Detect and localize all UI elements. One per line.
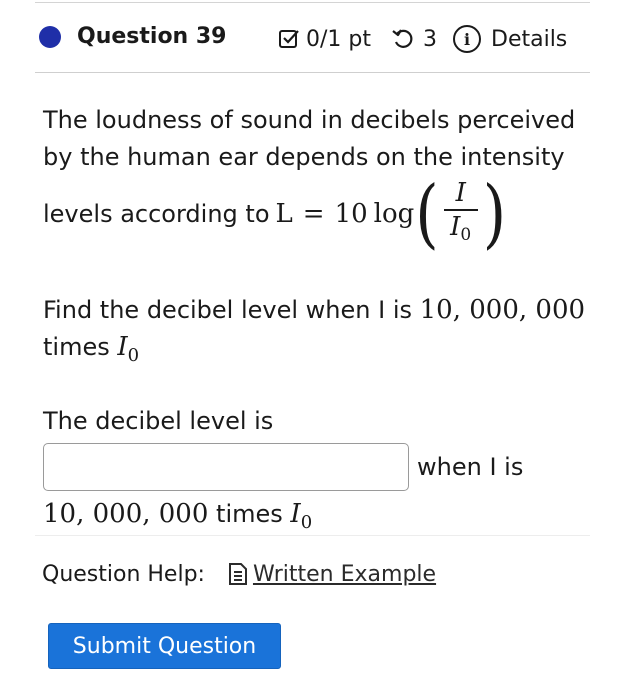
question-help <box>42 556 436 592</box>
question-title: Question 39 <box>77 24 227 49</box>
checkbox-icon <box>278 28 300 50</box>
question-intro <box>43 102 588 176</box>
formula-right-paren: ) <box>482 170 507 258</box>
answer-lead: The decibel level is <box>43 407 274 435</box>
answer-tail: 10, 000, 000 times $I_0$ <box>43 499 313 533</box>
find-line-2: times $I_0$ <box>43 332 140 366</box>
status-dot-icon <box>39 26 61 48</box>
formula-numerator: I <box>455 178 466 208</box>
answer-row <box>43 442 523 492</box>
formula-line <box>43 172 507 256</box>
help-label: Question Help: <box>42 561 205 587</box>
find-number: 10, 000, 000 <box>419 295 586 325</box>
tries-count: 3 <box>423 26 437 52</box>
score-text: 0/1 pt <box>306 26 371 52</box>
formula-left-paren: ( <box>415 170 439 258</box>
find-line-1: Find the decibel level when I is 10, 000, 000 <box>43 295 586 325</box>
retry-icon <box>391 27 415 51</box>
intro-line-2: by the human ear depends on the intensity <box>43 143 565 171</box>
formula-log: log <box>373 199 415 229</box>
formula-fraction <box>444 177 478 251</box>
formula-denominator: $I_0$ <box>450 212 472 245</box>
written-example-link[interactable] <box>227 562 436 587</box>
formula-equals: = <box>302 199 325 229</box>
answer-tail-times: times <box>216 500 283 528</box>
answer-input[interactable] <box>43 443 409 491</box>
submit-question-button[interactable]: Submit Question <box>48 623 281 669</box>
formula-coefficient: 10 <box>334 199 368 229</box>
find-variable: I <box>117 332 128 362</box>
question-header <box>35 16 590 66</box>
tries-indicator <box>391 25 437 53</box>
formula-lhs: L <box>275 199 293 229</box>
top-divider <box>35 2 590 3</box>
answer-tail-variable: I <box>290 499 301 529</box>
answer-tail-number: 10, 000, 000 <box>43 499 209 529</box>
details-button[interactable] <box>453 22 567 56</box>
document-icon <box>227 562 249 586</box>
answer-suffix: when I is <box>417 453 524 481</box>
header-divider <box>35 72 590 73</box>
score-indicator <box>278 25 371 53</box>
intro-line-3: levels according to <box>43 200 270 228</box>
bottom-divider <box>35 535 590 536</box>
find-prompt <box>43 292 588 374</box>
loudness-formula <box>275 170 508 258</box>
details-label: Details <box>491 26 568 52</box>
info-icon: i <box>453 25 481 53</box>
intro-line-1: The loudness of sound in decibels perceived <box>43 106 576 134</box>
written-example-label: Written Example <box>252 561 437 587</box>
